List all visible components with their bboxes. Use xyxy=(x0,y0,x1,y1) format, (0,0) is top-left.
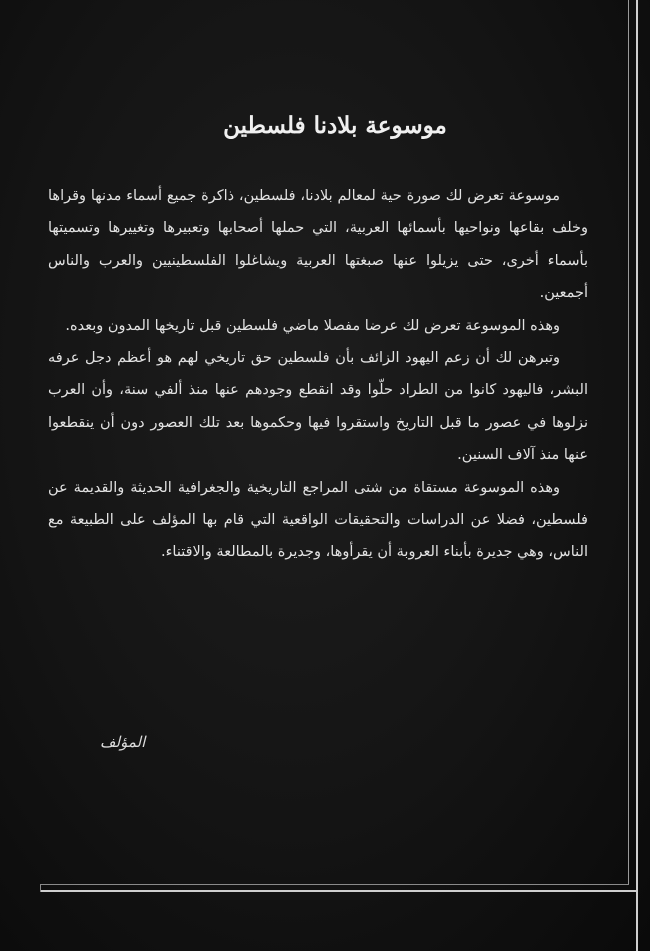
page-title: موسوعة بلادنا فلسطين xyxy=(223,112,447,139)
paragraph-intro: موسوعة تعرض لك صورة حية لمعالم بلادنا، فلسطين، ذاكرة جميع أسماء مدنها وقراها وخلف بقاعها ونواحيها بأسمائها العربية، التي حملها أصحابها وتعبيرها وتغييرها وتسميتها بأسماء أخرى، حتى يزيلوا عنها صبغتها العربية ويشاغلوا الفلسطينيين والعرب والناس أجمعين. xyxy=(48,188,588,302)
frame-border-right-inner xyxy=(628,0,629,885)
paragraph-history: وهذه الموسوعة تعرض لك عرضا مفصلا ماضي فلسطين قبل تاريخها المدون وبعده. xyxy=(65,317,560,334)
frame-border-corner xyxy=(40,884,41,892)
paragraph-sources: وهذه الموسوعة مستقاة من شتى المراجع التاريخية والجغرافية الحديثة والقديمة عن فلسطين، فضلا عن الدراسات والتحقيقات الواقعية التي قام بها المؤلف على الطبيعة مع الناس، وهي جديرة بأبناء العروبة أن يقرأوها، وجديرة بالمطالعة والاقتناء. xyxy=(48,479,588,561)
frame-border-bottom-outer xyxy=(40,890,638,892)
body-text xyxy=(48,180,588,569)
paragraph-claim: وتبرهن لك أن زعم اليهود الزائف بأن فلسطين حق تاريخي لهم هو أعظم دجل عرفه البشر، فاليهود كانوا من الطراد حلّوا وقد انقطع وجودهم عنها منذ ألفي سنة، وأن العرب نزلوها في عصور ما قبل التاريخ واستقروا فيها وحكموها بعد تلك العصور دون أن ينقطعوا عنها منذ آلاف السنين. xyxy=(48,350,588,464)
frame-border-right-outer xyxy=(636,0,638,951)
author-signature: المؤلف xyxy=(100,733,146,751)
frame-border-bottom-inner xyxy=(40,884,629,885)
